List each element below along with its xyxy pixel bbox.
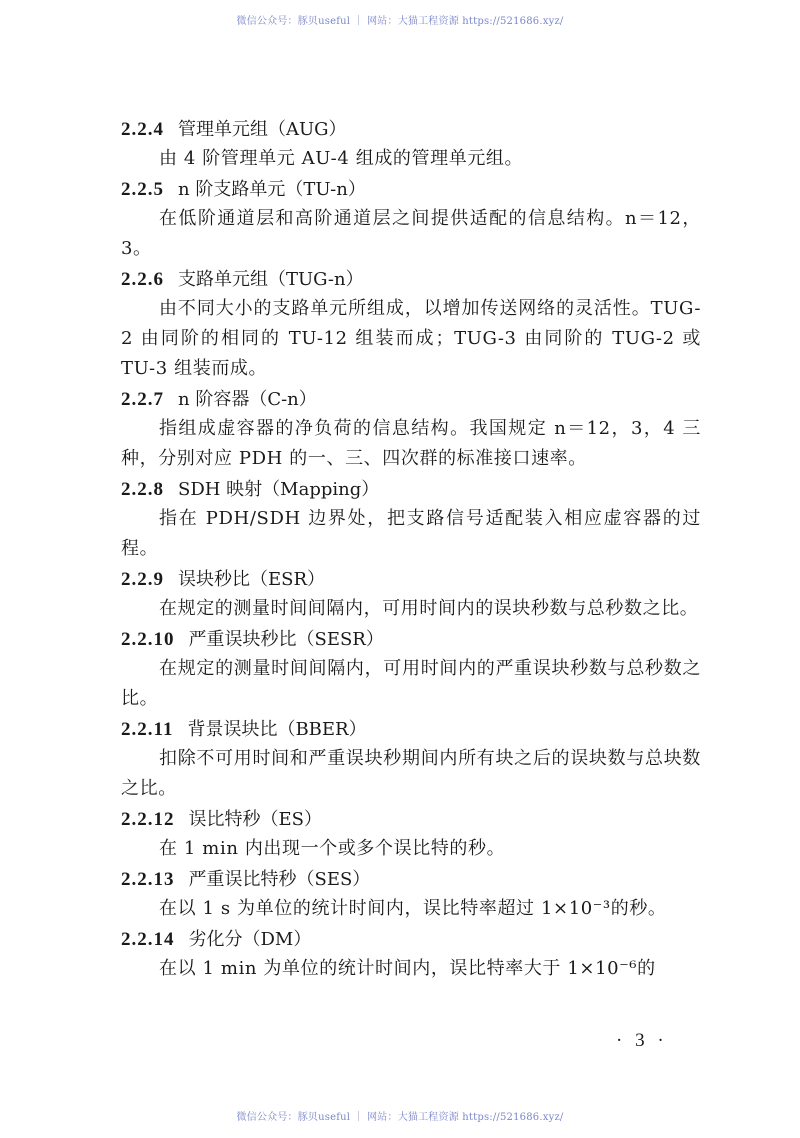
entry-2-2-10 [121, 624, 701, 714]
section-number: 2.2.7 [121, 389, 164, 410]
watermark-bottom: 微信公众号：豚贝useful ｜ 网站：大猫工程资源 https://521686.xyz/ [236, 1112, 564, 1123]
section-number: 2.2.5 [121, 179, 164, 200]
entry-2-2-11 [121, 714, 701, 804]
section-number: 2.2.10 [121, 629, 175, 650]
entry-heading [121, 714, 701, 744]
document-body [121, 114, 701, 984]
definition-text: 在 1 min 内出现一个或多个误比特的秒。 [159, 838, 506, 859]
entry-heading [121, 174, 701, 204]
section-number: 2.2.9 [121, 569, 164, 590]
entry-heading [121, 864, 701, 894]
definition-text: 指在 PDH/SDH 边界处，把支路信号适配装入相应虚容器的过程。 [121, 508, 701, 559]
definition-text: 在规定的测量时间间隔内，可用时间内的严重误块秒数与总秒数之比。 [121, 658, 701, 709]
entry-heading [121, 264, 701, 294]
section-number: 2.2.8 [121, 479, 164, 500]
definition-text: 由 4 阶管理单元 AU-4 组成的管理单元组。 [159, 148, 524, 169]
entry-heading [121, 924, 701, 954]
section-title: n 阶支路单元（TU-n） [178, 179, 366, 200]
section-number: 2.2.13 [121, 869, 175, 890]
section-number: 2.2.11 [121, 719, 174, 740]
section-title: 管理单元组（AUG） [178, 119, 347, 140]
section-number: 2.2.4 [121, 119, 164, 140]
entry-heading [121, 474, 701, 504]
page-number: · 3 · [616, 1030, 668, 1051]
entry-heading [121, 384, 701, 414]
section-title: 劣化分（DM） [188, 929, 312, 950]
section-title: 严重误块秒比（SESR） [188, 629, 384, 650]
section-number: 2.2.6 [121, 269, 164, 290]
entry-heading [121, 564, 701, 594]
entry-2-2-14 [121, 924, 701, 984]
entry-heading [121, 114, 701, 144]
definition-text: 在低阶通道层和高阶通道层之间提供适配的信息结构。n＝12，3。 [121, 208, 701, 259]
section-title: 背景误块比（BBER） [187, 719, 367, 740]
definition-text: 指组成虚容器的净负荷的信息结构。我国规定 n＝12，3，4 三种，分别对应 PDH 的一、三、四次群的标准接口速率。 [121, 418, 701, 469]
entry-2-2-7 [121, 384, 701, 474]
section-title: 支路单元组（TUG-n） [178, 269, 364, 290]
entry-2-2-8 [121, 474, 701, 564]
section-title: 误块秒比（ESR） [178, 569, 326, 590]
entry-2-2-13 [121, 864, 701, 924]
section-title: 严重误比特秒（SES） [188, 869, 371, 890]
definition-text: 由不同大小的支路单元所组成，以增加传送网络的灵活性。TUG-2 由同阶的相同的 TU-12 组装而成；TUG-3 由同阶的 TUG-2 或 TU-3 组装而成。 [121, 298, 701, 379]
section-number: 2.2.12 [121, 809, 175, 830]
entry-2-2-12 [121, 804, 701, 864]
entry-heading [121, 624, 701, 654]
entry-2-2-9 [121, 564, 701, 624]
definition-text: 在以 1 min 为单位的统计时间内，误比特率大于 1×10⁻⁶的 [159, 958, 656, 979]
entry-heading [121, 804, 701, 834]
watermark-top: 微信公众号：豚贝useful ｜ 网站：大猫工程资源 https://521686.xyz/ [236, 16, 564, 27]
definition-text: 扣除不可用时间和严重误块秒期间内所有块之后的误块数与总块数之比。 [121, 748, 701, 799]
entry-2-2-5 [121, 174, 701, 264]
section-title: n 阶容器（C-n） [178, 389, 317, 410]
entry-2-2-4 [121, 114, 701, 174]
definition-text: 在规定的测量时间间隔内，可用时间内的误块秒数与总秒数之比。 [159, 598, 699, 619]
definition-text: 在以 1 s 为单位的统计时间内，误比特率超过 1×10⁻³的秒。 [159, 898, 667, 919]
section-title: 误比特秒（ES） [188, 809, 322, 830]
entry-2-2-6 [121, 264, 701, 384]
section-title: SDH 映射（Mapping） [178, 479, 380, 500]
section-number: 2.2.14 [121, 929, 175, 950]
